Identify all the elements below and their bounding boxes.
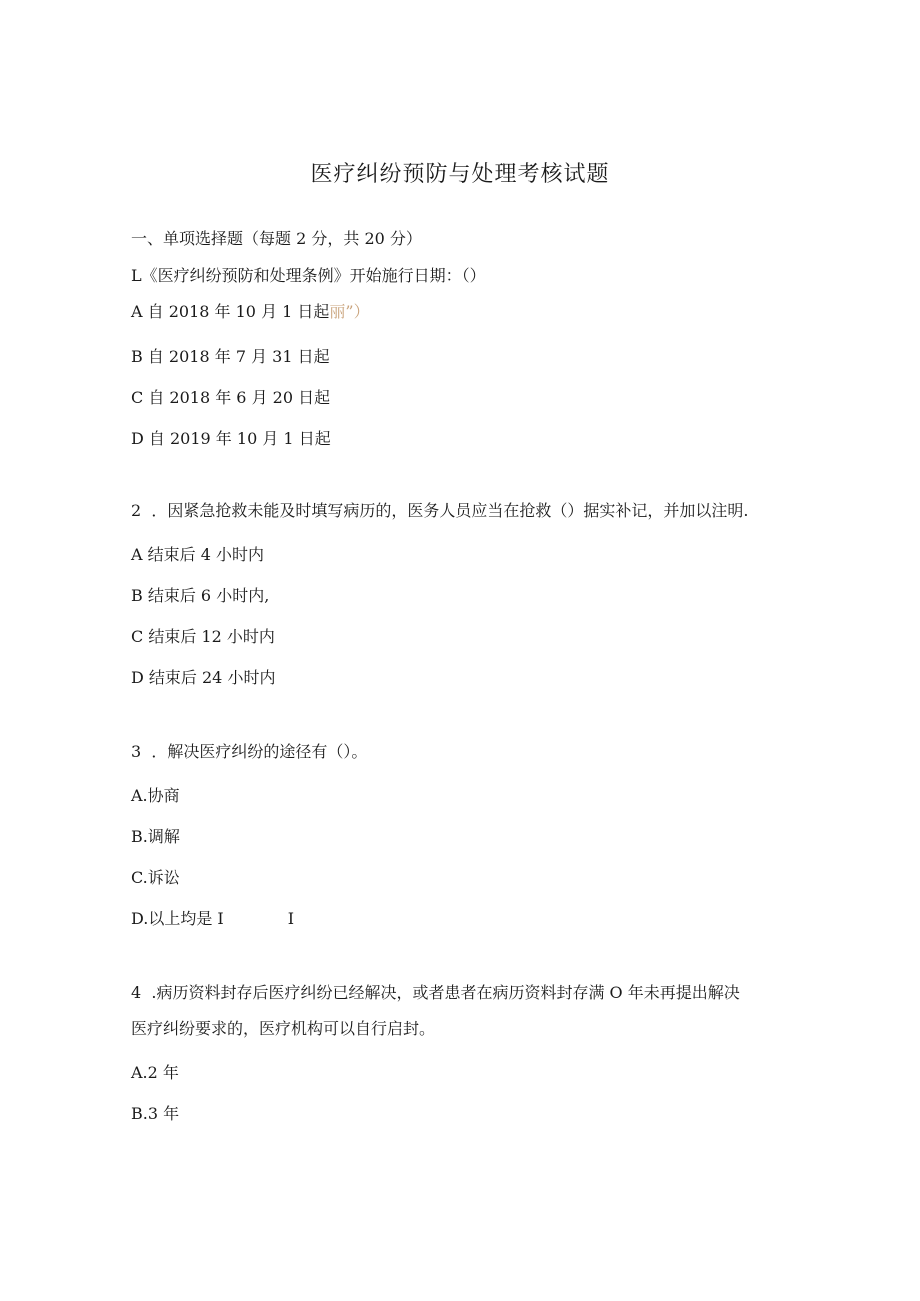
question-2-option-d: D 结束后 24 小时内: [131, 668, 276, 687]
question-1-option-d: D 自 2019 年 10 月 1 日起: [131, 429, 331, 448]
question-3-stem: 3 ．解决医疗纠纷的途径有（）。: [131, 742, 368, 761]
question-3-option-a: A.协商: [131, 786, 180, 805]
option-text: A 自 2018 年 10 月 1 日起: [131, 302, 330, 321]
section-heading: 一、单项选择题（每题 2 分，共 20 分）: [131, 229, 422, 248]
question-1-option-b: B 自 2018 年 7 月 31 日起: [131, 347, 330, 366]
question-2-option-b: B 结束后 6 小时内,: [131, 586, 270, 605]
page-title: 医疗纠纷预防与处理考核试题: [310, 162, 610, 187]
question-2-stem: 2 ．因紧急抢救未能及时填写病历的，医务人员应当在抢救（）据实补记，并加以注明.: [131, 501, 749, 520]
question-3-option-b: B.调解: [131, 827, 180, 846]
question-4-stem-continued: 医疗纠纷要求的，医疗机构可以自行启封。: [131, 1019, 436, 1038]
question-4-option-b: B.3 年: [131, 1104, 180, 1123]
question-1-option-c: C 自 2018 年 6 月 20 日起: [131, 388, 331, 407]
question-1-option-a: [131, 301, 370, 323]
question-4-stem: 4 .病历资料封存后医疗纠纷已经解决，或者患者在病历资料封存满 O 年未再提出解决: [131, 983, 740, 1002]
option-text: D.以上均是 I: [131, 909, 224, 928]
question-3-option-c: C.诉讼: [131, 868, 180, 887]
question-1-stem: L《医疗纠纷预防和处理条例》开始施行日期：（）: [131, 266, 486, 285]
question-4-option-a: A.2 年: [131, 1063, 179, 1082]
option-note: 丽”）: [329, 302, 370, 321]
question-2-option-a: A 结束后 4 小时内: [131, 545, 264, 564]
question-3-option-d: [131, 908, 294, 930]
option-tail: I: [287, 909, 295, 928]
question-2-option-c: C 结束后 12 小时内: [131, 627, 275, 646]
